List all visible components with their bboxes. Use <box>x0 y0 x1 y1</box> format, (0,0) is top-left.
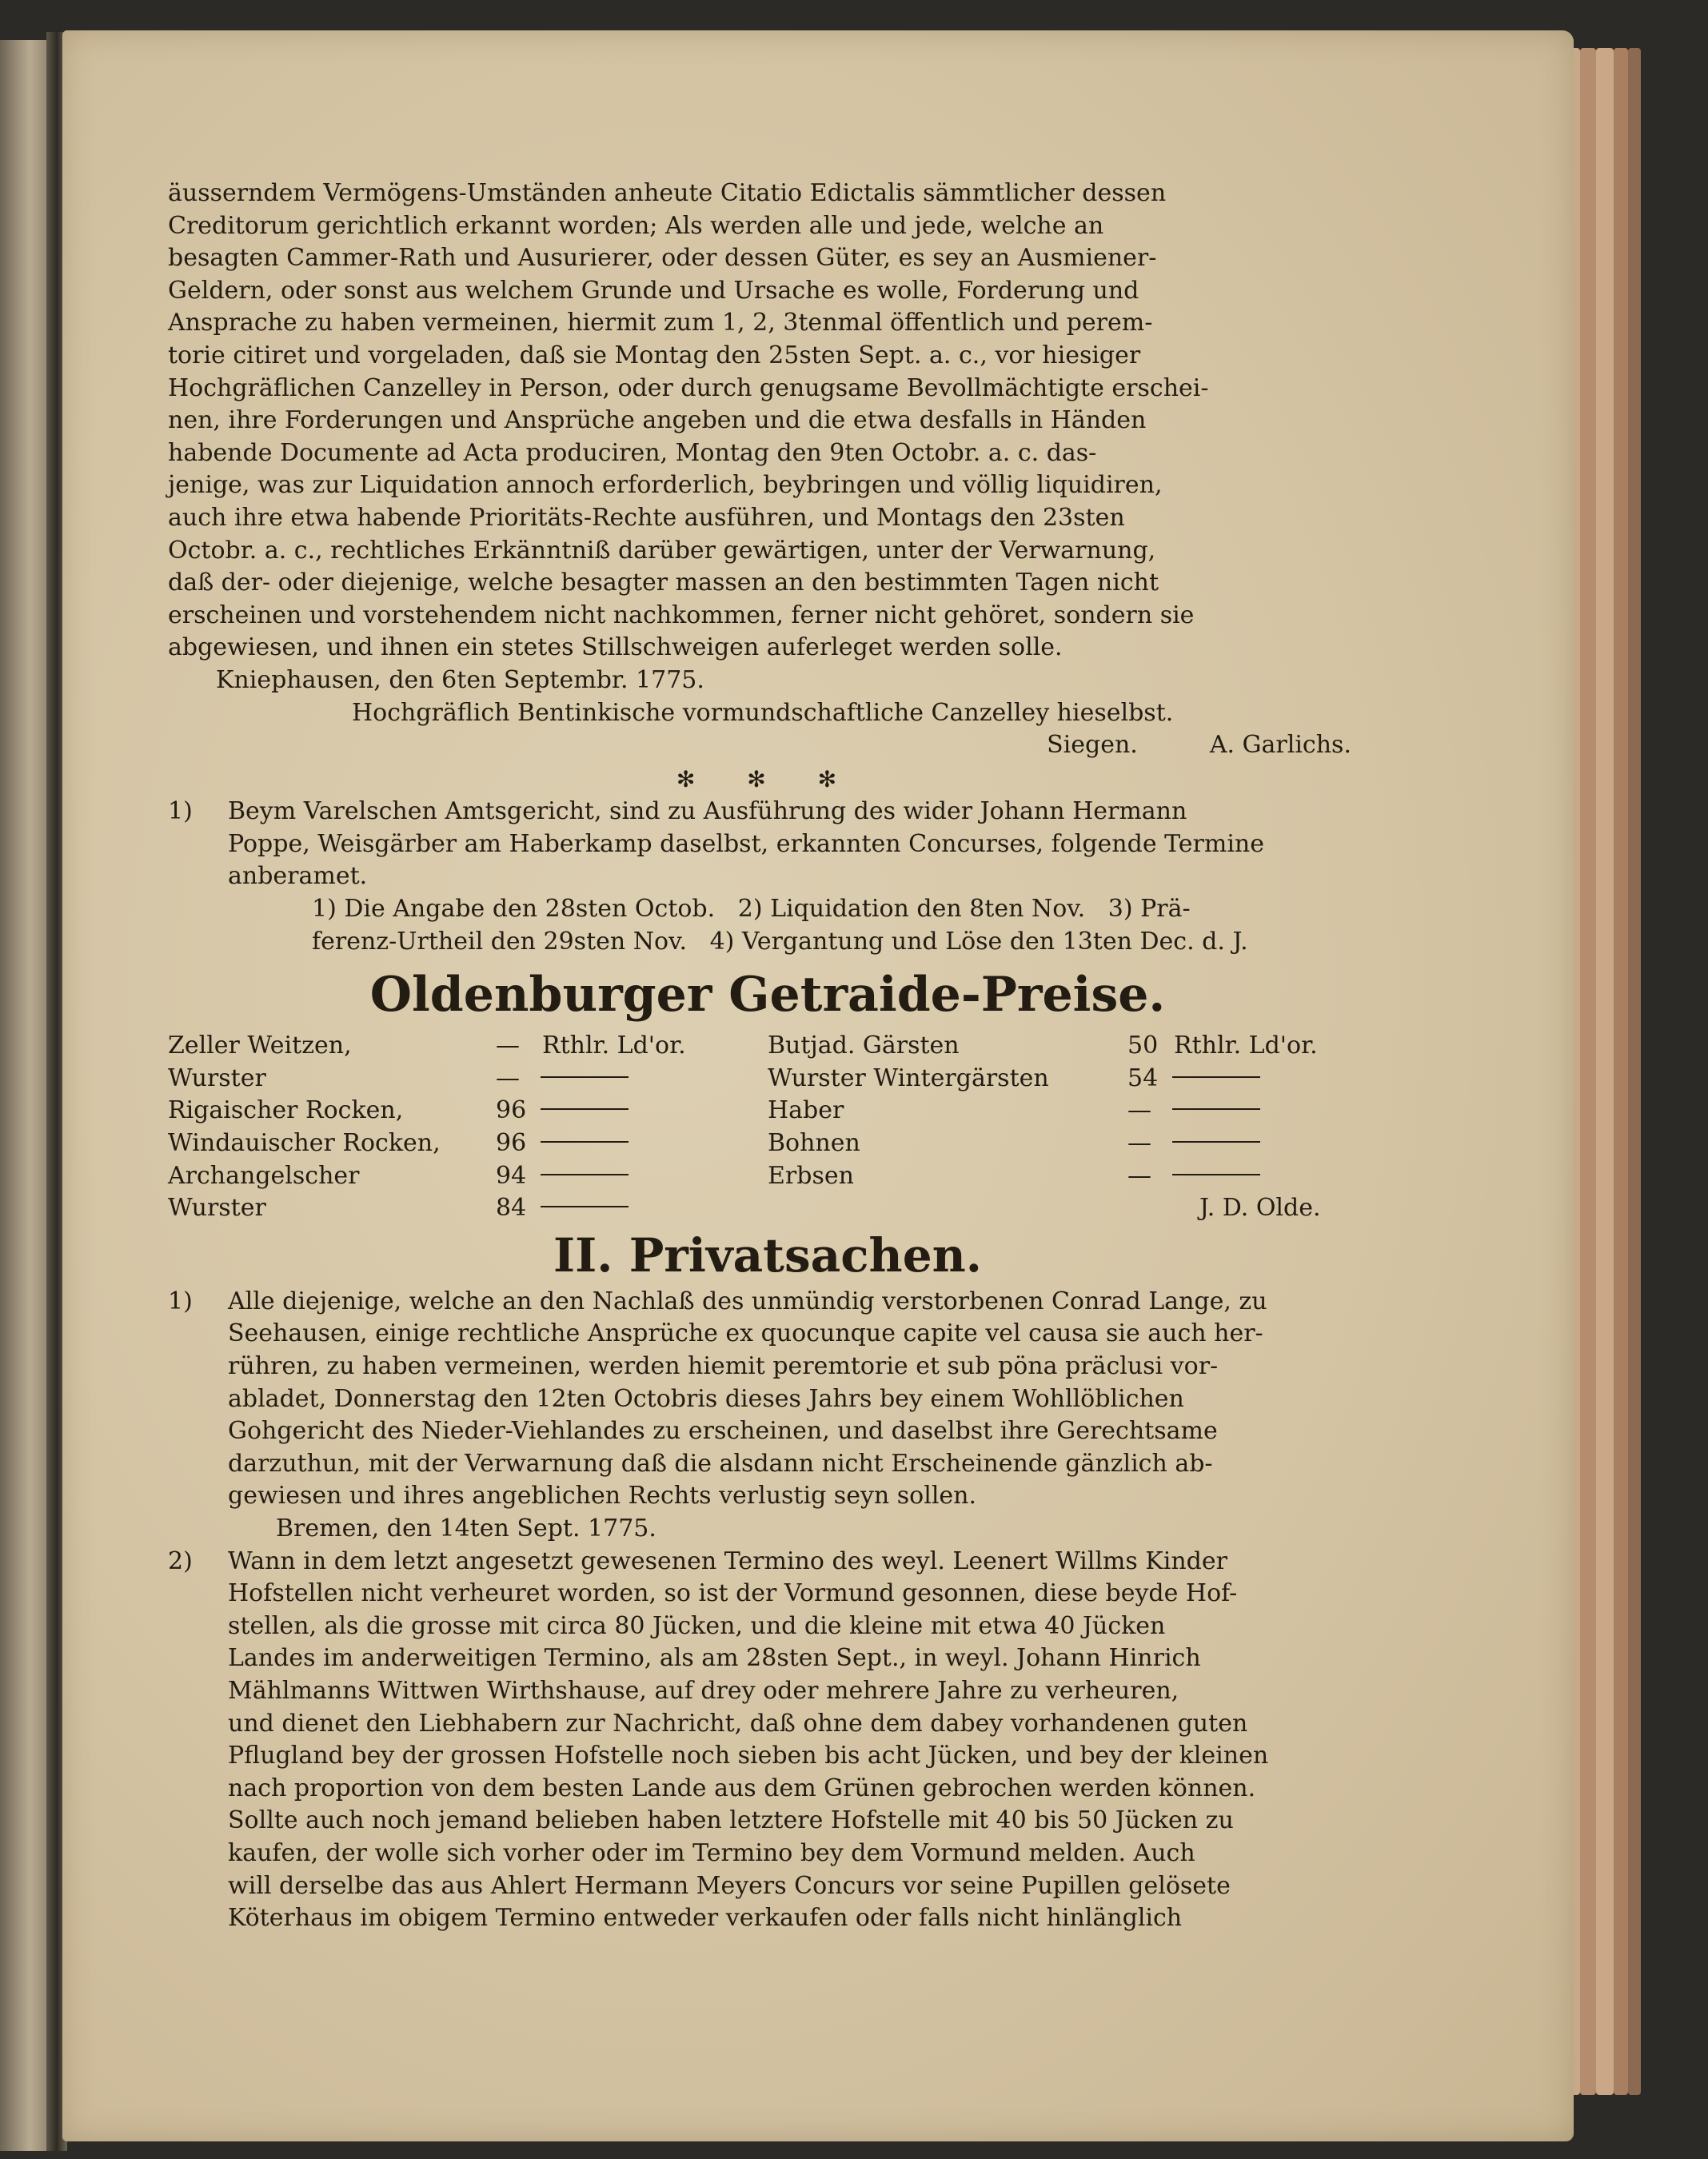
grain-name: Erbsen <box>768 1161 854 1190</box>
text-line: Alle diejenige, welche an den Nachlaß des unmündig verstorbenen Conrad Lange, zu <box>228 1287 1267 1315</box>
grain-name: Wurster <box>168 1194 266 1223</box>
price-row <box>768 1030 1367 1063</box>
text-line: abladet, Donnerstag den 12ten Octobris dieses Jahrs bey einem Wohllöblichen <box>228 1384 1184 1413</box>
price-rule <box>1172 1076 1260 1078</box>
page-content <box>168 178 1367 1935</box>
price-row <box>168 1127 768 1160</box>
price-row <box>168 1063 768 1095</box>
text-line: abgewiesen, und ihnen ein stetes Stillschweigen auferleget werden solle. <box>168 633 1063 662</box>
text-line: Hofstellen nicht verheuret worden, so ist der Vormund gesonnen, diese beyde Hof- <box>228 1579 1238 1608</box>
text-line: 1) Die Angabe den 28sten Octob. 2) Liquidation den 8ten Nov. 3) Prä- <box>312 895 1191 924</box>
item-number: 1) <box>168 797 193 826</box>
grain-value: 84 <box>496 1194 527 1223</box>
price-rule <box>541 1108 629 1110</box>
grain-name: Butjad. Gärsten <box>768 1032 960 1060</box>
grain-name: Bohnen <box>768 1129 860 1158</box>
text-line: darzuthun, mit der Verwarnung daß die alsdann nicht Erscheinende gänzlich ab- <box>228 1449 1213 1478</box>
text-line: habende Documente ad Acta produciren, Montag den 9ten Octobr. a. c. das- <box>168 438 1097 467</box>
item-number: 2) <box>168 1546 193 1575</box>
grain-value: 96 <box>496 1096 527 1125</box>
text-line: nen, ihre Forderungen und Ansprüche angeben und die etwa desfalls in Händen <box>168 406 1147 435</box>
price-row <box>168 1160 768 1193</box>
text-line: Ansprache zu haben vermeinen, hiermit zum 1, 2, 3tenmal öffentlich und perem- <box>168 309 1153 337</box>
text-line: Pflugland bey der grossen Hofstelle noch sieben bis acht Jücken, und bey der kleinen <box>228 1742 1269 1770</box>
term-list <box>312 893 1367 958</box>
grain-price-table <box>168 1030 1367 1225</box>
text-line: torie citiret und vorgeladen, daß sie Montag den 25sten Sept. a. c., vor hiesiger <box>168 341 1141 369</box>
text-line: äusserndem Vermögens-Umständen anheute Citatio Edictalis sämmtlicher dessen <box>168 179 1167 207</box>
grain-name: Windauischer Rocken, <box>168 1129 441 1158</box>
text-line: Köterhaus im obigem Termino entweder verkaufen oder falls nicht hinlänglich <box>228 1904 1183 1933</box>
price-rule <box>541 1141 629 1143</box>
issuing-office: Hochgräflich Bentinkische vormundschaftliche Canzelley hieselbst. <box>352 698 1174 727</box>
grain-name: Rigaischer Rocken, <box>168 1096 404 1125</box>
text-line: Geldern, oder sonst aus welchem Grunde und Ursache es wolle, Forderung und <box>168 276 1139 305</box>
page-stack-edge <box>1580 48 1596 2095</box>
grain-value: — <box>1127 1129 1151 1158</box>
citation-notice <box>168 178 1367 762</box>
signer-name: Siegen. <box>1047 731 1138 760</box>
text-line: stellen, als die grosse mit circa 80 Jücken, und die kleine mit etwa 40 Jücken <box>228 1611 1166 1640</box>
signatures <box>168 729 1367 762</box>
unit-header: Rthlr. Ld'or. <box>542 1032 686 1060</box>
price-column-left <box>168 1030 768 1225</box>
text-line: jenige, was zur Liquidation annoch erforderlich, beybringen und völlig liquidiren, <box>168 471 1163 500</box>
grain-name: Haber <box>768 1096 844 1125</box>
grain-value: 50 <box>1127 1032 1159 1060</box>
text-line: daß der- oder diejenige, welche besagter massen an den bestimmten Tagen nicht <box>168 569 1159 597</box>
place-date: Kniephausen, den 6ten Septembr. 1775. <box>216 665 704 694</box>
grain-value: 94 <box>496 1161 527 1190</box>
grain-value: 54 <box>1127 1064 1159 1092</box>
grain-prices-title: Oldenburger Getraide-Preise. <box>369 967 1166 1024</box>
text-line: Creditorum gerichtlich erkannt worden; Als werden alle und jede, welche an <box>168 211 1104 240</box>
text-line: anberamet. <box>228 862 368 891</box>
item-number: 1) <box>168 1287 193 1315</box>
text-line: ferenz-Urtheil den 29sten Nov. 4) Vergantung und Löse den 13ten Dec. d. J. <box>312 927 1248 956</box>
price-rule <box>541 1174 629 1175</box>
text-line: auch ihre etwa habende Prioritäts-Rechte ausführen, und Montags den 23sten <box>168 503 1125 532</box>
grain-name: Archangelscher <box>168 1161 360 1190</box>
page-stack-edge <box>1596 48 1614 2095</box>
grain-value: — <box>496 1064 520 1092</box>
price-row <box>768 1095 1367 1127</box>
text-line: besagten Cammer-Rath und Ausurierer, oder dessen Güter, es sey an Ausmiener- <box>168 244 1157 273</box>
grain-value: — <box>496 1032 520 1060</box>
price-rule <box>1172 1174 1260 1175</box>
text-line: Beym Varelschen Amtsgericht, sind zu Ausführung des wider Johann Hermann <box>228 797 1187 826</box>
text-line: Poppe, Weisgärber am Haberkamp daselbst, erkannten Concurses, folgende Termine <box>228 829 1265 858</box>
price-rule <box>1172 1141 1260 1143</box>
notice-1 <box>168 796 1367 893</box>
private-notice-2 <box>168 1546 1367 1935</box>
price-row <box>168 1192 768 1225</box>
price-row <box>768 1063 1367 1095</box>
price-column-right <box>768 1030 1367 1225</box>
place-date: Bremen, den 14ten Sept. 1775. <box>276 1514 656 1542</box>
grain-value: — <box>1127 1161 1151 1190</box>
price-row <box>768 1160 1367 1193</box>
text-line: Seehausen, einige rechtliche Ansprüche ex quocunque capite vel causa sie auch her- <box>228 1319 1263 1348</box>
text-line: Mählmanns Wittwen Wirthshause, auf drey oder mehrere Jahre zu verheuren, <box>228 1676 1179 1705</box>
text-line: Landes im anderweitigen Termino, als am 28sten Sept., in weyl. Johann Hinrich <box>228 1644 1201 1673</box>
text-line: will derselbe das aus Ahlert Hermann Meyers Concurs vor seine Pupillen gelösete <box>228 1871 1231 1900</box>
private-notice-1 <box>168 1286 1367 1546</box>
text-line: Hochgräflichen Canzelley in Person, oder durch genugsame Bevollmächtigte erschei- <box>168 373 1209 402</box>
grain-name: Zeller Weitzen, <box>168 1032 352 1060</box>
grain-value: 96 <box>496 1129 527 1158</box>
text-line: Wann in dem letzt angesetzt gewesenen Termino des weyl. Leenert Willms Kinder <box>228 1546 1227 1575</box>
text-line: nach proportion von dem besten Lande aus dem Grünen gebrochen werden können. <box>228 1774 1256 1802</box>
text-line: und dienet den Liebhabern zur Nachricht, daß ohne dem dabey vorhandenen guten <box>228 1709 1248 1738</box>
grain-name: Wurster <box>168 1064 266 1092</box>
text-line: rühren, zu haben vermeinen, werden hiemit peremtorie et sub pöna präclusi vor- <box>228 1352 1219 1380</box>
signer-name: A. Garlichs. <box>1209 731 1351 760</box>
price-rule <box>541 1206 629 1207</box>
grain-value: — <box>1127 1096 1151 1125</box>
text-line: gewiesen und ihres angeblichen Rechts verlustig seyn sollen. <box>228 1482 977 1511</box>
section-title: II. Privatsachen. <box>553 1227 982 1283</box>
price-rule <box>541 1076 629 1078</box>
text-line: Gohgericht des Nieder-Viehlandes zu erscheinen, und daselbst ihre Gerechtsame <box>228 1417 1218 1446</box>
text-line: erscheinen und vorstehendem nicht nachkommen, ferner nicht gehöret, sondern sie <box>168 601 1195 629</box>
price-row <box>768 1192 1367 1225</box>
page-stack-edge <box>1628 48 1641 2095</box>
price-rule <box>1172 1108 1260 1110</box>
price-row <box>168 1030 768 1063</box>
facing-page-edge <box>0 40 50 2151</box>
price-signer: J. D. Olde. <box>1199 1194 1321 1223</box>
grain-name: Wurster Wintergärsten <box>768 1064 1049 1092</box>
text-line: Sollte auch noch jemand belieben haben letztere Hofstelle mit 40 bis 50 Jücken zu <box>228 1806 1234 1835</box>
price-row <box>768 1127 1367 1160</box>
page-stack-edge <box>1614 48 1628 2095</box>
price-row <box>168 1095 768 1127</box>
ornament-divider: ✻ ✻ ✻ <box>676 765 860 792</box>
text-line: Octobr. a. c., rechtliches Erkänntniß darüber gewärtigen, unter der Verwarnung, <box>168 536 1156 565</box>
text-line: kaufen, der wolle sich vorher oder im Termino bey dem Vormund melden. Auch <box>228 1838 1195 1867</box>
unit-header: Rthlr. Ld'or. <box>1174 1032 1318 1060</box>
